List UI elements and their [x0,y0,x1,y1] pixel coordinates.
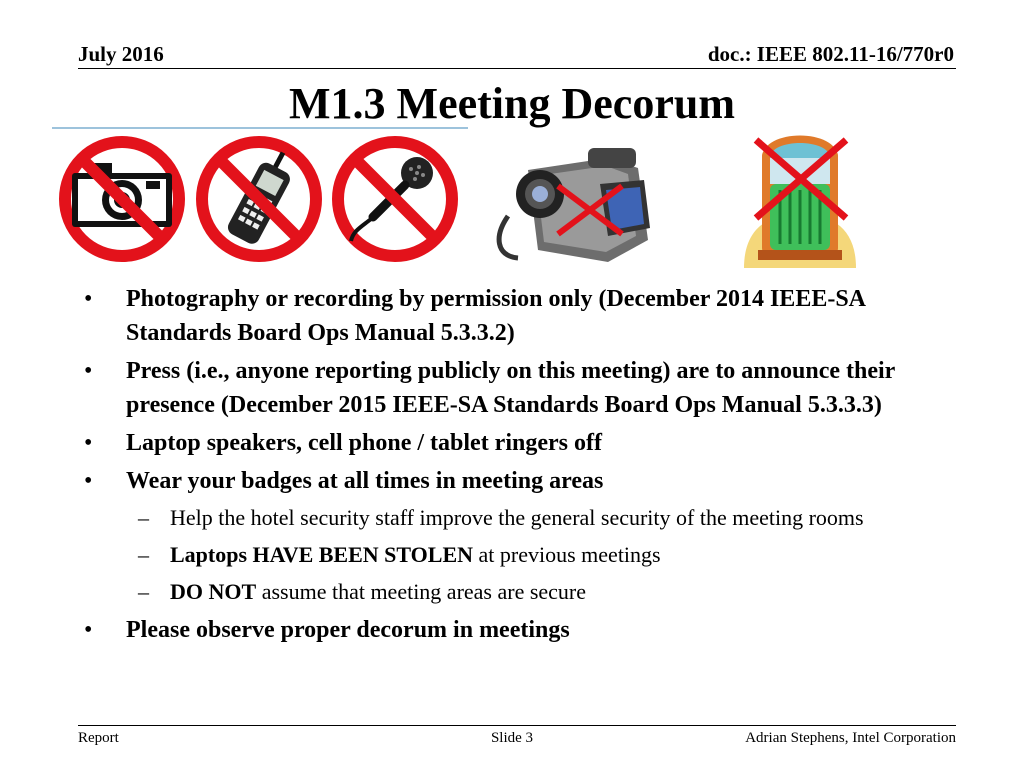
footer-report: Report [78,730,119,746]
sub-bullet-laptops [80,539,940,570]
bullet-decorum [80,613,940,647]
bullet-text: Laptop speakers, cell phone / tablet ringers off [126,430,602,456]
header-doc-id: doc.: IEEE 802.11-16/770r0 [707,42,954,66]
bullet-marker: • [84,358,93,384]
sub-bullet-marker: – [138,505,149,530]
sub-bullet-emphasis: Laptops HAVE BEEN STOLEN [170,542,474,567]
header-divider [78,68,956,69]
footer-slide-number: Slide 3 [490,730,534,746]
no-camera-icon [58,135,186,263]
sub-bullet-emphasis: DO NOT [170,579,257,604]
footer-divider [78,725,956,726]
no-microphone-icon [331,135,459,263]
bullet-press [80,354,940,422]
title-underline [52,127,468,129]
bullet-photography [80,282,940,350]
footer-author: Adrian Stephens, Intel Corporation [745,730,956,746]
sub-bullet-security [80,502,940,533]
sub-bullet-text: assume that meeting areas are secure [256,579,587,604]
bullet-text: Photography or recording by permission only (December 2014 IEEE-SA Standards Board Ops Manual 5.3.3.2) [126,286,865,346]
bullet-ringers [80,426,940,460]
bullet-marker: • [84,286,93,312]
no-jukebox-icon [736,118,864,268]
bullet-marker: • [84,430,93,456]
bullet-text: Press (i.e., anyone reporting publicly on this meeting) are to announce their presence (December 2015 IEEE-SA Standards Board Ops Manual 5.3.3.3) [126,358,895,418]
no-video-camera-icon [488,140,664,276]
bullet-marker: • [84,468,93,494]
header-date: July 2016 [78,42,164,66]
sub-bullet-secure [80,576,940,607]
bullet-badges [80,464,940,498]
bullet-list [80,282,940,651]
sub-bullet-marker: – [138,579,149,604]
bullet-text: Wear your badges at all times in meeting areas [126,468,604,494]
slide-title: M1.3 Meeting Decorum [289,79,735,128]
no-cell-phone-icon [195,135,323,263]
sub-bullet-marker: – [138,542,149,567]
bullet-marker: • [84,617,93,643]
bullet-text: Please observe proper decorum in meetings [126,617,570,643]
sub-bullet-text: at previous meetings [473,542,661,567]
sub-bullet-text: Help the hotel security staff improve the general security of the meeting rooms [170,505,864,530]
